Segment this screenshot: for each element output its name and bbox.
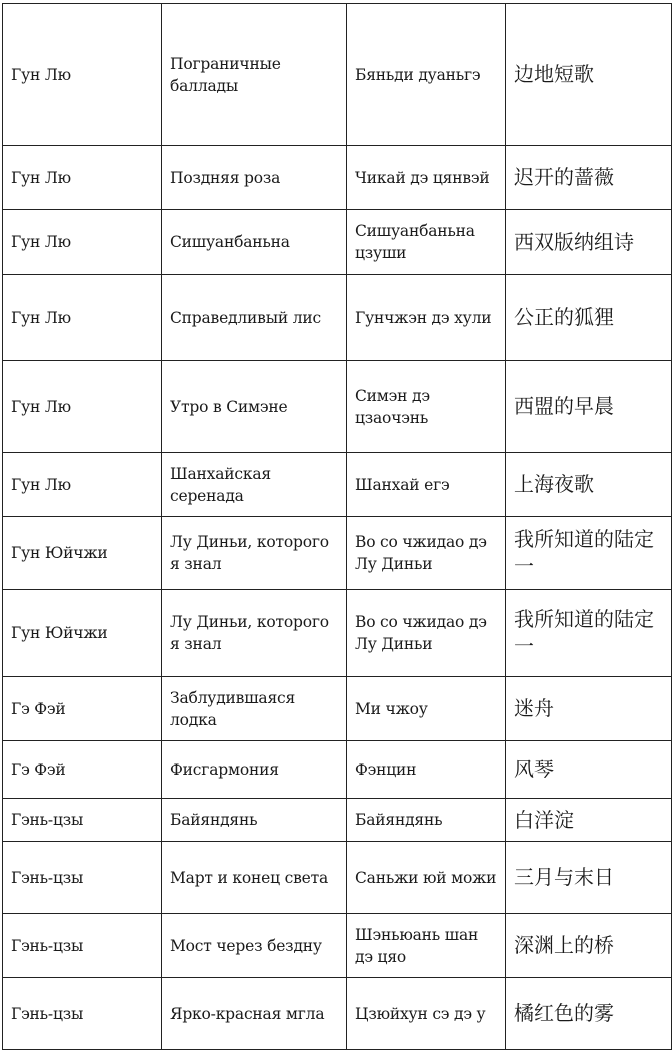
russian-title-cell: Поздняя роза: [162, 146, 347, 210]
chinese-title-cell: 上海夜歌: [506, 453, 672, 517]
chinese-title-cell: 西双版纳组诗: [506, 210, 672, 275]
chinese-title-cell: 深渊上的桥: [506, 914, 672, 978]
table-row: [3, 517, 672, 590]
pinyin-title-cell: Во со чжидао дэ Лу Диньи: [347, 517, 506, 590]
table-row: [3, 590, 672, 677]
russian-title-cell: Пограничные баллады: [162, 4, 347, 146]
russian-title-cell: Лу Диньи, которого я знал: [162, 517, 347, 590]
author-cell: Гэнь-цзы: [3, 799, 162, 842]
author-cell: Гун Юйчжи: [3, 517, 162, 590]
author-cell: Гэнь-цзы: [3, 914, 162, 978]
russian-title-cell: Сишуанбаньна: [162, 210, 347, 275]
pinyin-title-cell: Байяндянь: [347, 799, 506, 842]
table-row: [3, 453, 672, 517]
russian-title-cell: Лу Диньи, которого я знал: [162, 590, 347, 677]
author-cell: Гэнь-цзы: [3, 978, 162, 1050]
russian-title-cell: Фисгармония: [162, 741, 347, 799]
table-row: [3, 361, 672, 453]
author-cell: Гун Лю: [3, 275, 162, 361]
pinyin-title-cell: Бяньди дуаньгэ: [347, 4, 506, 146]
author-cell: Гун Юйчжи: [3, 590, 162, 677]
author-cell: Гун Лю: [3, 361, 162, 453]
table-row: [3, 146, 672, 210]
author-cell: Гэнь-цзы: [3, 842, 162, 914]
pinyin-title-cell: Шэньюань шан дэ цяо: [347, 914, 506, 978]
table-row: [3, 799, 672, 842]
russian-title-cell: Заблудившаяся лодка: [162, 677, 347, 741]
table-row: [3, 677, 672, 741]
pinyin-title-cell: Сишуанбаньна цзуши: [347, 210, 506, 275]
pinyin-title-cell: Цзюйхун сэ дэ у: [347, 978, 506, 1050]
chinese-title-cell: 白洋淀: [506, 799, 672, 842]
table-row: [3, 275, 672, 361]
author-cell: Гэ Фэй: [3, 741, 162, 799]
chinese-title-cell: 西盟的早晨: [506, 361, 672, 453]
chinese-title-cell: 边地短歌: [506, 4, 672, 146]
chinese-title-cell: 三月与末日: [506, 842, 672, 914]
chinese-title-cell: 风琴: [506, 741, 672, 799]
table-row: [3, 210, 672, 275]
table-row: [3, 4, 672, 146]
author-cell: Гун Лю: [3, 210, 162, 275]
table-row: [3, 741, 672, 799]
russian-title-cell: Шанхайская серенада: [162, 453, 347, 517]
table-row: [3, 842, 672, 914]
russian-title-cell: Ярко-красная мгла: [162, 978, 347, 1050]
pinyin-title-cell: Саньжи юй можи: [347, 842, 506, 914]
russian-title-cell: Байяндянь: [162, 799, 347, 842]
russian-title-cell: Март и конец света: [162, 842, 347, 914]
pinyin-title-cell: Симэн дэ цзаочэнь: [347, 361, 506, 453]
table-row: [3, 978, 672, 1050]
table-row: [3, 914, 672, 978]
pinyin-title-cell: Шанхай егэ: [347, 453, 506, 517]
pinyin-title-cell: Фэнцин: [347, 741, 506, 799]
pinyin-title-cell: Во со чжидао дэ Лу Диньи: [347, 590, 506, 677]
author-cell: Гун Лю: [3, 453, 162, 517]
pinyin-title-cell: Ми чжоу: [347, 677, 506, 741]
chinese-title-cell: 迷舟: [506, 677, 672, 741]
russian-title-cell: Мост через бездну: [162, 914, 347, 978]
russian-title-cell: Утро в Симэне: [162, 361, 347, 453]
chinese-title-cell: 公正的狐狸: [506, 275, 672, 361]
pinyin-title-cell: Гунчжэн дэ хули: [347, 275, 506, 361]
works-table: [2, 3, 672, 1050]
chinese-title-cell: 迟开的蔷薇: [506, 146, 672, 210]
chinese-title-cell: 我所知道的陆定一: [506, 590, 672, 677]
author-cell: Гун Лю: [3, 4, 162, 146]
pinyin-title-cell: Чикай дэ цянвэй: [347, 146, 506, 210]
author-cell: Гун Лю: [3, 146, 162, 210]
russian-title-cell: Справедливый лис: [162, 275, 347, 361]
author-cell: Гэ Фэй: [3, 677, 162, 741]
chinese-title-cell: 橘红色的雾: [506, 978, 672, 1050]
chinese-title-cell: 我所知道的陆定一: [506, 517, 672, 590]
